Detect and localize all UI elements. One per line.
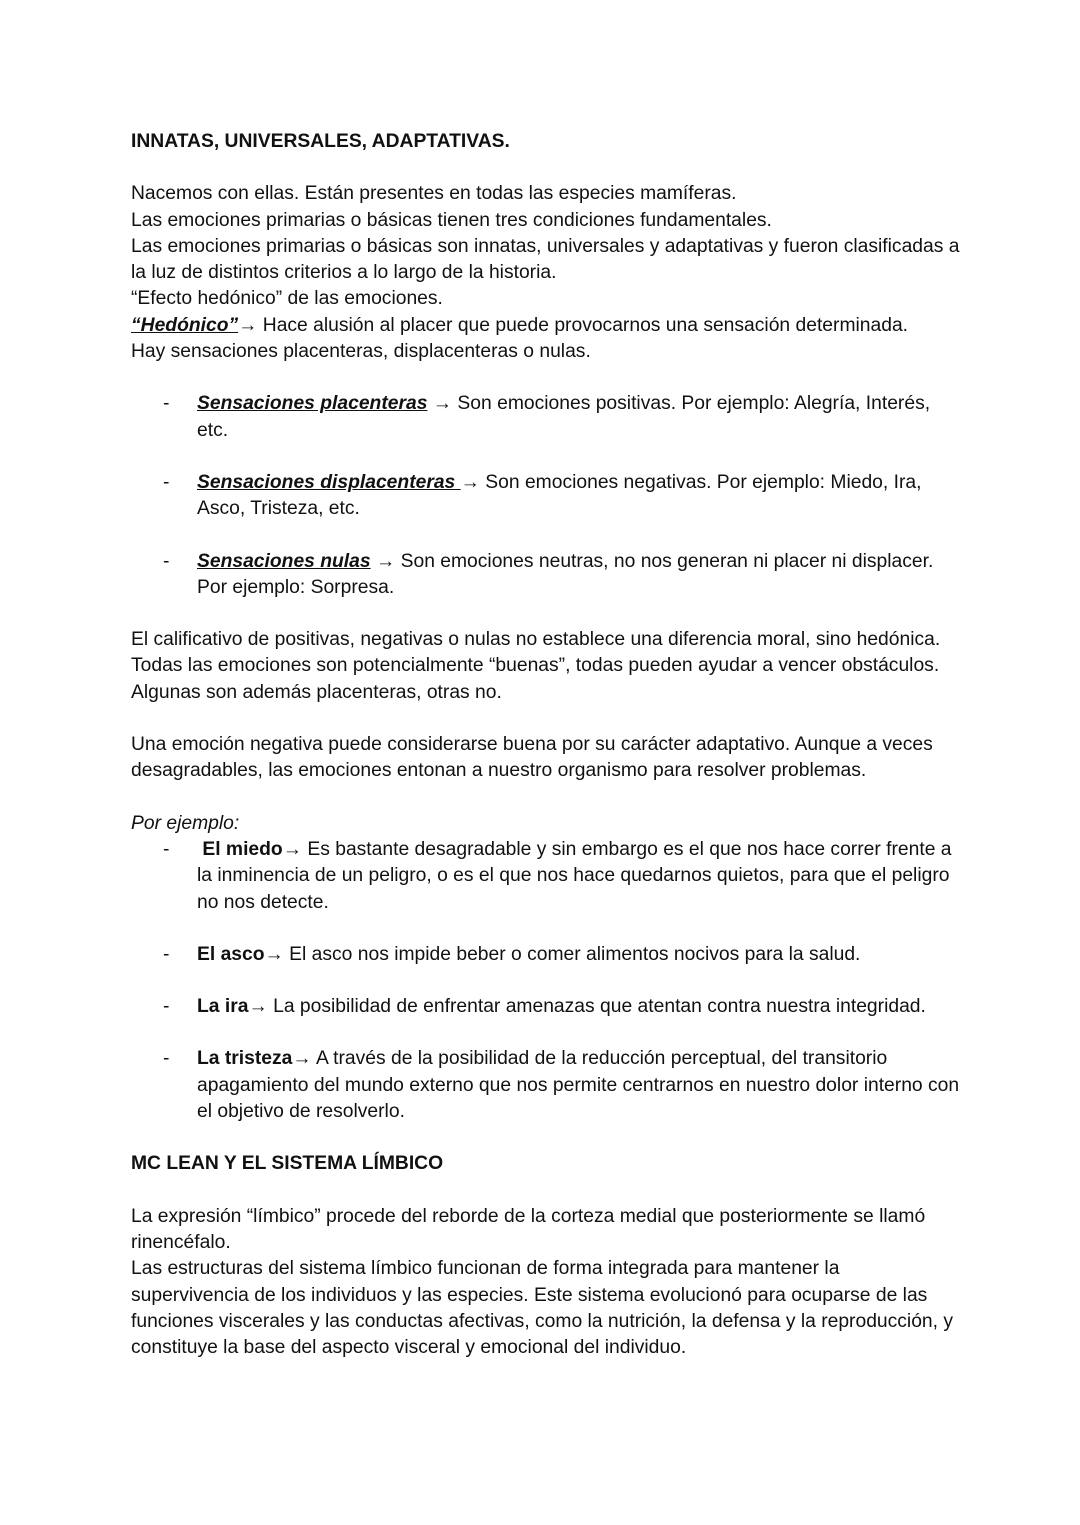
paragraph: La expresión “límbico” procede del reborde de la corteza medial que posteriormente se llamó rinencéfalo. <box>131 1205 926 1253</box>
list-text: → Son emociones neutras, no nos generan ni placer ni displacer. Por ejemplo: Sorpresa. <box>197 550 934 598</box>
list-term: Sensaciones placenteras <box>197 393 428 415</box>
intro-line: “Efecto hedónico” de las emociones. <box>131 288 443 310</box>
list-dash: - <box>163 471 170 493</box>
intro-line: Las emociones primarias o básicas son innatas, universales y adaptativas y fueron clasificadas a la luz de distintos criterios a lo largo de la historia. <box>131 235 960 284</box>
paragraph: Las estructuras del sistema límbico funcionan de forma integrada para mantener la supervivencia de los individuos y las especies. Este sistema evolucionó para ocuparse de las funciones viscerales y las conductas afectivas, como la nutrición, la defensa y la reproducción, y constituye la base del aspecto visceral y emocional del individuo. <box>131 1258 954 1359</box>
paragraph: El calificativo de positivas, negativas o nulas no establece una diferencia moral, sino hedónica. Todas las emociones son potencialmente “buenas”, todas pueden ayudar a vencer obstáculos. Algunas son además placenteras, otras no. <box>131 629 941 703</box>
hedonico-term: “Hedónico” <box>131 314 239 336</box>
list-text: → A través de la posibilidad de la reducción perceptual, del transitorio apagamiento del mundo externo que nos permite centrarnos en nuestro dolor interno con el objetivo de resolverlo. <box>197 1048 960 1123</box>
list-term: El asco <box>197 943 265 965</box>
list-text: → La posibilidad de enfrentar amenazas que atentan contra nuestra integridad. <box>248 996 926 1018</box>
list-item <box>131 391 961 444</box>
list-dash: - <box>163 943 170 965</box>
list-text: → El asco nos impide beber o comer alimentos nocivos para la salud. <box>264 943 861 965</box>
list-term: Sensaciones displacenteras <box>197 471 461 493</box>
list-item <box>131 549 961 602</box>
list-item <box>131 470 961 523</box>
list-dash: - <box>163 838 170 860</box>
list-text: → Es bastante desagradable y sin embargo es el que nos hace correr frente a la inminencia de un peligro, o es el que nos hace quedarnos quietos, para que el peligro no nos detecte. <box>197 838 957 913</box>
list-item <box>131 942 961 968</box>
hedonico-text: → Hace alusión al placer que puede provocarnos una sensación determinada. <box>238 314 909 336</box>
list-text: → Son emociones positivas. Por ejemplo: Alegría, Interés, etc. <box>197 393 931 441</box>
intro-line: Hay sensaciones placenteras, displacenteras o nulas. <box>131 341 591 363</box>
section-heading-limbico: MC LEAN Y EL SISTEMA LÍMBICO <box>131 1153 444 1175</box>
list-text: → Son emociones negativas. Por ejemplo: Miedo, Ira, Asco, Tristeza, etc. <box>197 471 922 520</box>
example-label: Por ejemplo: <box>131 812 240 834</box>
intro-line: Nacemos con ellas. Están presentes en todas las especies mamíferas. <box>131 183 737 205</box>
list-item <box>131 994 961 1020</box>
list-dash: - <box>163 996 170 1018</box>
section-heading-innatas: INNATAS, UNIVERSALES, ADAPTATIVAS. <box>131 131 510 152</box>
list-dash: - <box>163 393 170 415</box>
list-term: La tristeza <box>197 1048 293 1070</box>
list-term: La ira <box>197 996 249 1018</box>
paragraph: Una emoción negativa puede considerarse buena por su carácter adaptativo. Aunque a veces desagradables, las emociones entonan a nuestro organismo para resolver problemas. <box>131 734 933 782</box>
list-dash: - <box>163 550 170 572</box>
list-term: El miedo <box>197 838 283 860</box>
list-term: Sensaciones nulas <box>197 550 371 572</box>
hedonico-definition <box>131 313 961 339</box>
document-page <box>131 129 961 1361</box>
intro-line: Las emociones primarias o básicas tienen tres condiciones fundamentales. <box>131 209 772 231</box>
list-item <box>131 837 961 916</box>
list-dash: - <box>163 1048 170 1070</box>
list-item <box>131 1046 961 1125</box>
